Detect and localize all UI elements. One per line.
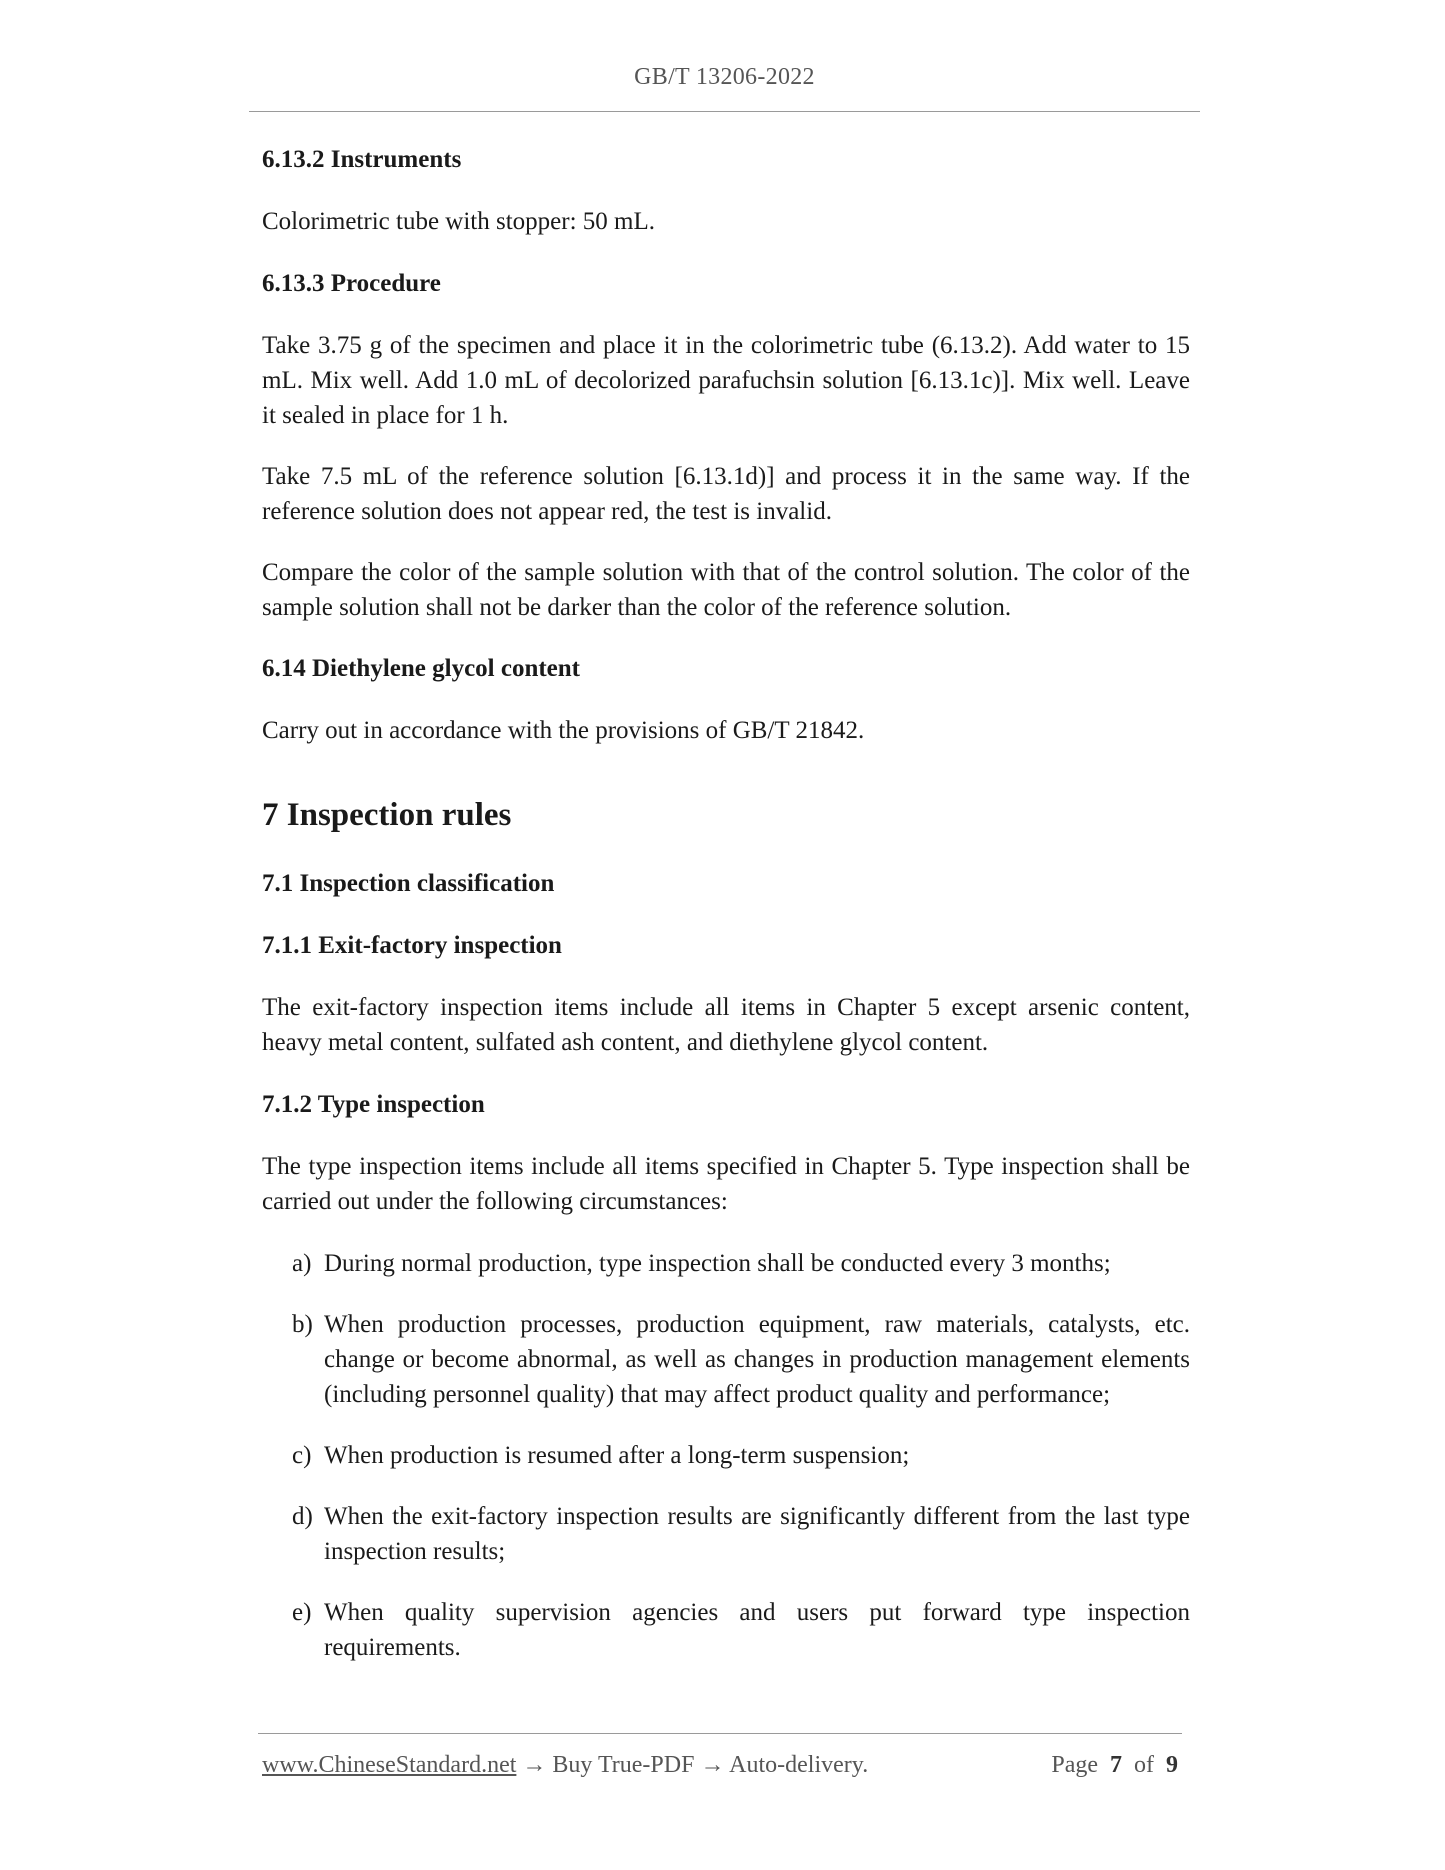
list-item-text: When production is resumed after a long-term suspension; <box>324 1442 910 1469</box>
of-label: of <box>1134 1752 1154 1778</box>
list-marker: c) <box>292 1442 312 1469</box>
page-total: 9 <box>1166 1752 1178 1778</box>
header-divider <box>249 111 1200 112</box>
paragraph-6-13-3-compare: Compare the color of the sample solution with that of the control solution. The color of the sample solution shall not be darker than the color of the reference solution. <box>262 559 1190 621</box>
list-item <box>292 1246 1190 1281</box>
paragraph-6-13-2: Colorimetric tube with stopper: 50 mL. <box>262 208 655 235</box>
paragraph-6-13-3-procedure: Take 3.75 g of the specimen and place it in the colorimetric tube (6.13.2). Add water to 15 mL. Mix well. Add 1.0 mL of decolorized parafuchsin solution [6.13.1c)]. Mix well. Leave it sealed in place for 1 h. <box>262 332 1190 429</box>
paragraph-6-14: Carry out in accordance with the provisions of GB/T 21842. <box>262 717 865 744</box>
document-body <box>262 142 1190 1665</box>
list-marker: b) <box>292 1311 313 1338</box>
footer-promo <box>262 1752 868 1779</box>
paragraph-7-1-2: The type inspection items include all items specified in Chapter 5. Type inspection shall be carried out under the following circumstances: <box>262 1153 1190 1215</box>
list-marker: d) <box>292 1503 313 1530</box>
heading-6-14: 6.14 Diethylene glycol content <box>262 655 581 682</box>
heading-7-1-1: 7.1.1 Exit-factory inspection <box>262 932 562 959</box>
list-item-text: When quality supervision agencies and users put forward type inspection requirements. <box>324 1599 1190 1661</box>
heading-6-13-3: 6.13.3 Procedure <box>262 270 441 297</box>
list-item <box>292 1499 1190 1569</box>
list-item-text: During normal production, type inspection shall be conducted every 3 months; <box>324 1250 1111 1277</box>
list-item-text: When the exit-factory inspection results are significantly different from the last type inspection results; <box>324 1503 1190 1565</box>
list-item-text: When production processes, production equipment, raw materials, catalysts, etc. change or become abnormal, as well as changes in production management elements (including personnel quality) that may affect product quality and performance; <box>324 1311 1190 1408</box>
page-label: Page <box>1051 1752 1098 1778</box>
page-header-standard-code: GB/T 13206-2022 <box>634 64 815 90</box>
list-item <box>292 1307 1190 1412</box>
site-link[interactable]: www.ChineseStandard.net <box>262 1752 517 1778</box>
buy-true-pdf-text: Buy True-PDF <box>552 1752 695 1778</box>
heading-7-1-2: 7.1.2 Type inspection <box>262 1091 485 1118</box>
list-item <box>292 1595 1190 1665</box>
auto-delivery-text: Auto-delivery. <box>729 1752 869 1778</box>
footer-divider <box>258 1733 1182 1734</box>
page-current: 7 <box>1110 1752 1122 1778</box>
paragraph-7-1-1: The exit-factory inspection items include all items in Chapter 5 except arsenic content, heavy metal content, sulfated ash content, and diethylene glycol content. <box>262 994 1190 1056</box>
list-marker: a) <box>292 1250 312 1277</box>
heading-6-13-2: 6.13.2 Instruments <box>262 146 462 173</box>
heading-7: 7 Inspection rules <box>262 797 512 833</box>
page-number <box>1051 1752 1178 1779</box>
arrow-right-icon: → <box>700 1752 725 1778</box>
arrow-right-icon: → <box>522 1752 547 1778</box>
list-marker: e) <box>292 1599 312 1626</box>
heading-7-1: 7.1 Inspection classification <box>262 870 555 897</box>
list-item <box>292 1438 1190 1473</box>
paragraph-6-13-3-reference: Take 7.5 mL of the reference solution [6.13.1d)] and process it in the same way. If the reference solution does not appear red, the test is invalid. <box>262 463 1190 525</box>
